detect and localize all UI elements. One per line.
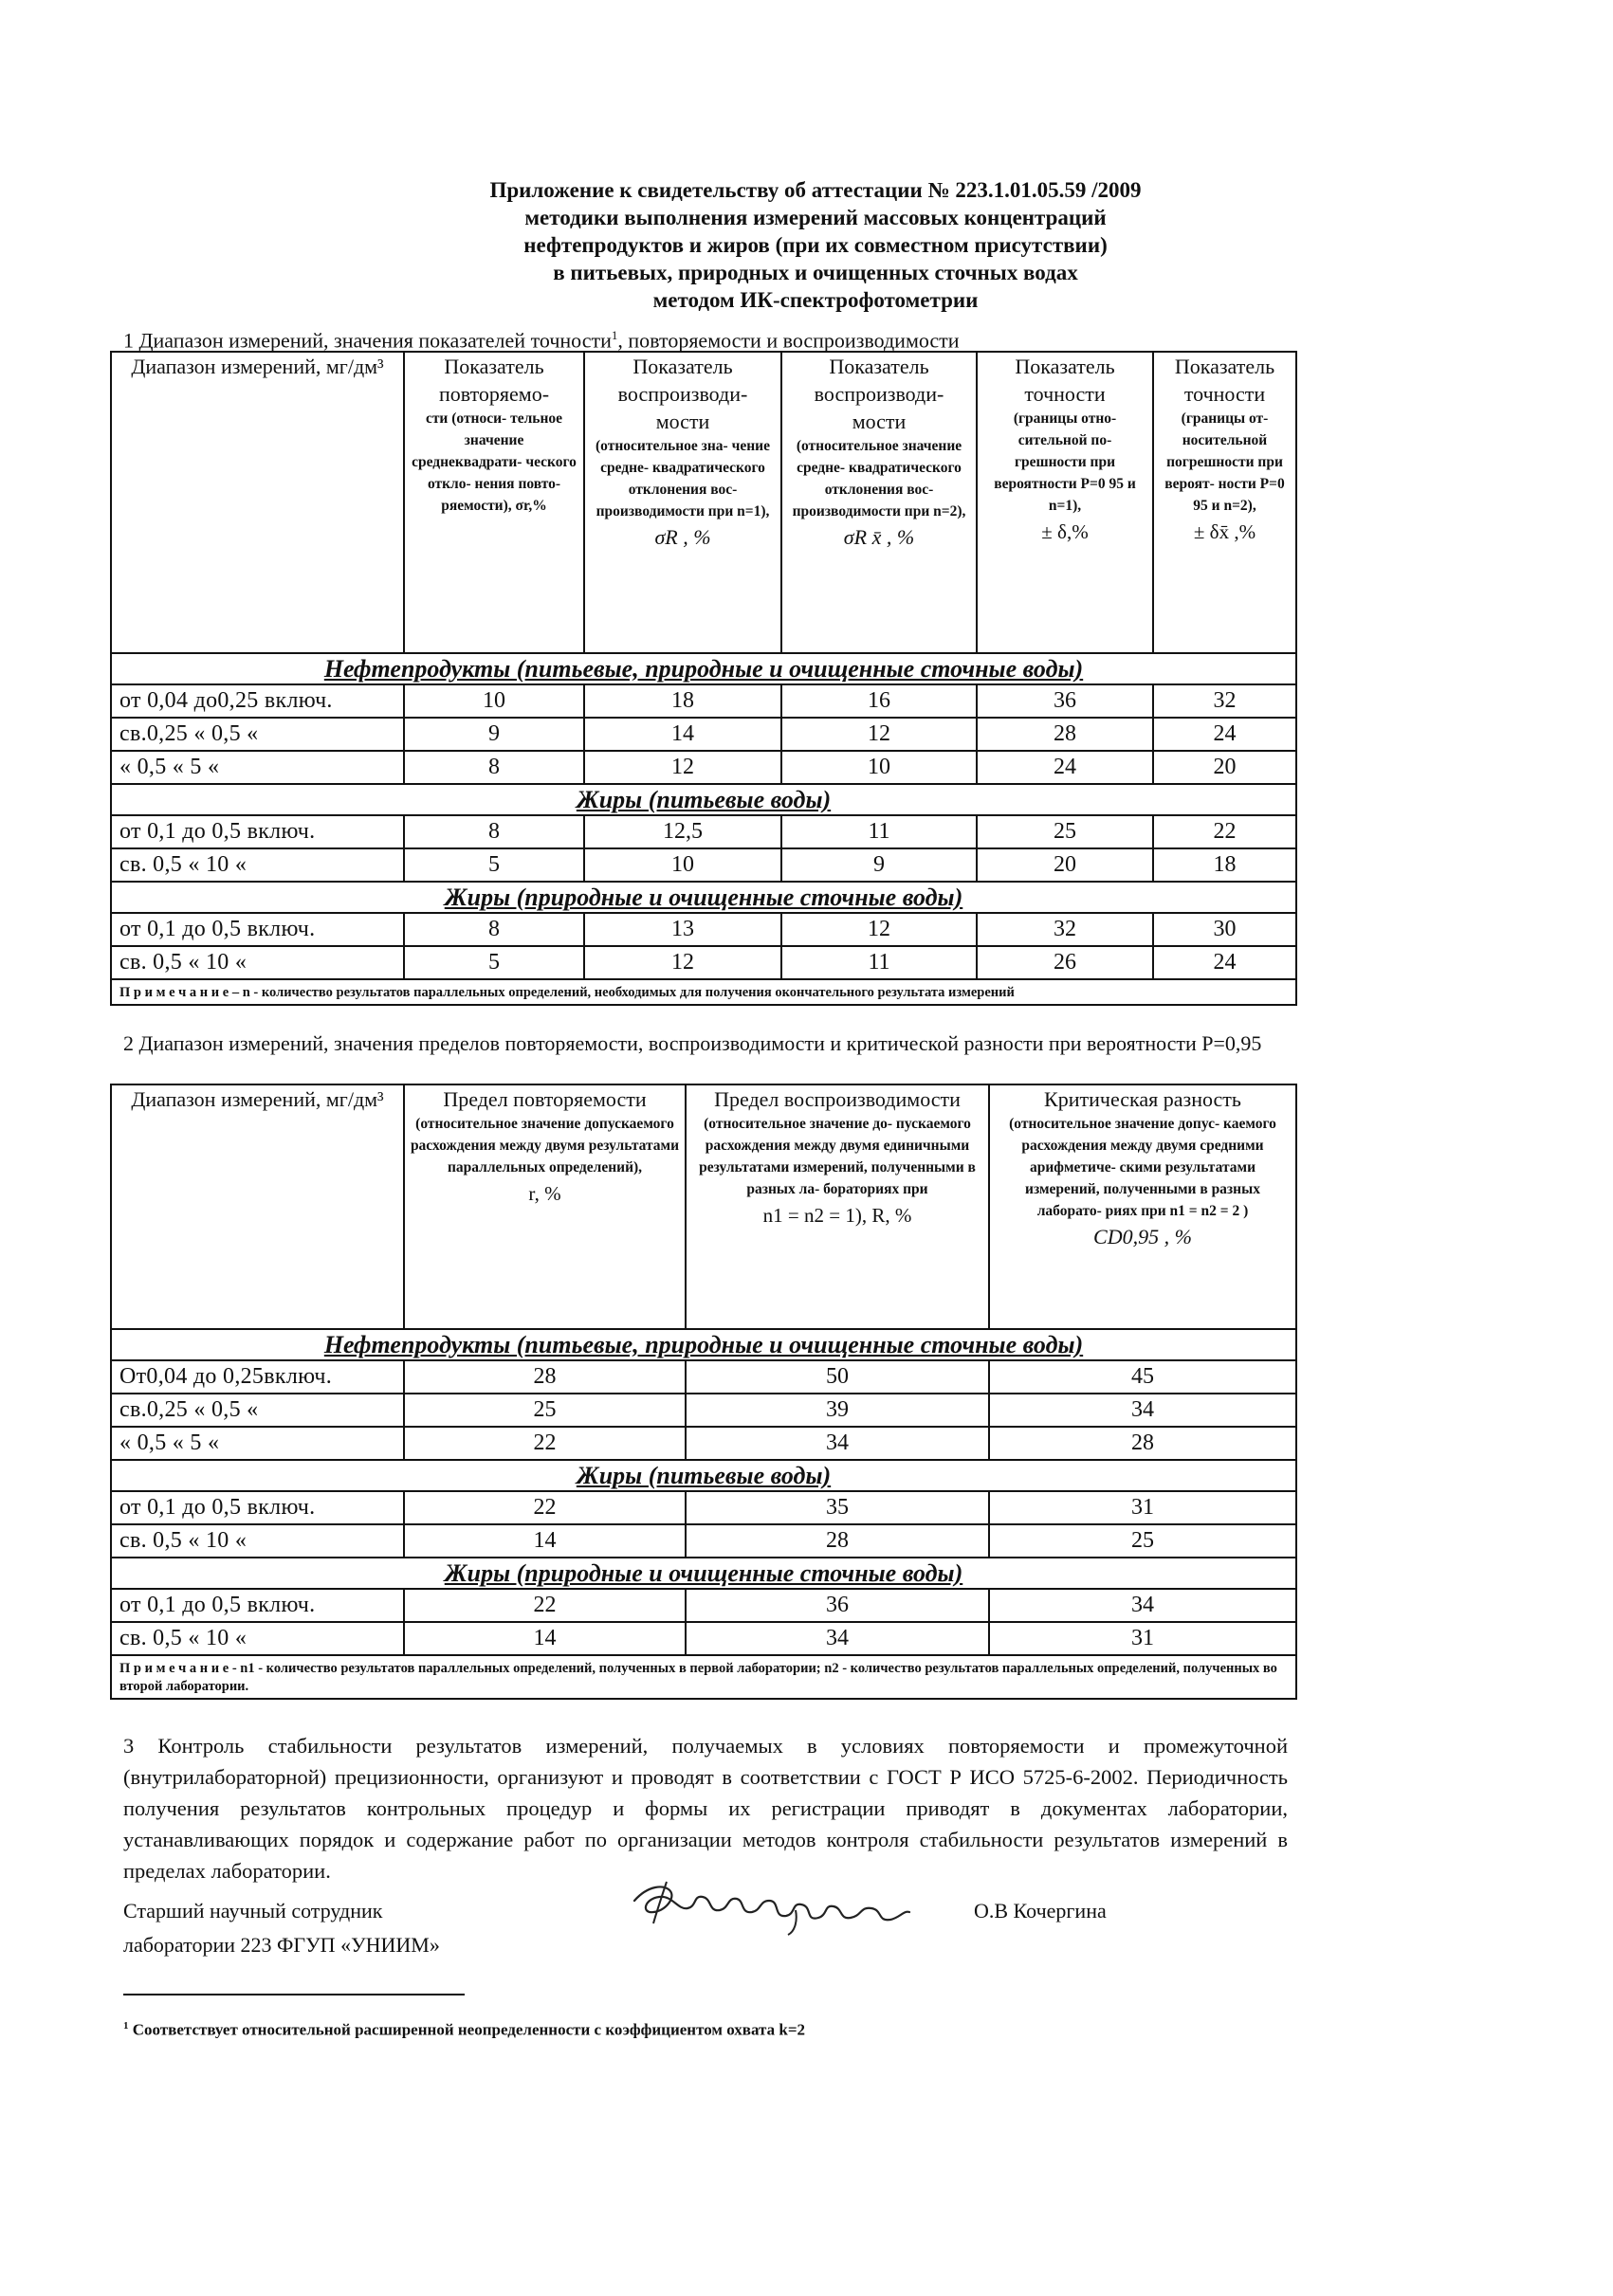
table-group-title-row [111,1329,1296,1360]
value-cell: 25 [404,1394,686,1427]
table2-header-cell: Предел повторяемости (относительное значение допускаемого расхождения между двумя результатами параллельных определений), r, % [404,1084,686,1329]
value-cell: 9 [404,718,584,751]
table-group-title: Жиры (природные и очищенные сточные воды) [111,882,1296,913]
document-header [142,176,1489,314]
table-row [111,1589,1296,1622]
signatory-name: О.В Кочергина [974,1899,1107,1922]
table2-header-cell: Диапазон измерений, мг/дм³ [111,1084,404,1329]
table1-header-cell: Показатель точности (границы от- носительной погрешности при вероят- ности P=0 95 и n=2), ± δx̄ ,% [1153,352,1296,653]
signatory-role-line: лаборатории 223 ФГУП «УНИИМ» [123,1933,440,1957]
value-cell: 10 [781,751,977,784]
range-cell: от 0,1 до 0,5 включ. [111,913,404,946]
range-cell: от 0,1 до 0,5 включ. [111,1491,404,1524]
value-cell: 35 [686,1491,989,1524]
footnote-divider [123,1994,465,1995]
value-cell: 13 [584,913,781,946]
range-cell: св.0,25 « 0,5 « [111,1394,404,1427]
value-cell: 10 [404,684,584,718]
section1-title: 1 Диапазон измерений, значения показателей точности$^1$, повторяемости и воспроизводимости [123,328,960,353]
table1-header-cell: Показатель воспроизводи- мости (относительное зна- чение средне- квадратического отклонения вос- производимости при n=1), σR , % [584,352,781,653]
table-group-title-row [111,653,1296,684]
signatory-role [123,1894,440,1962]
value-cell: 12 [584,751,781,784]
header-line: в питьевых, природных и очищенных сточных водах [553,261,1078,284]
value-cell: 22 [1153,815,1296,848]
value-cell: 8 [404,751,584,784]
value-cell: 24 [1153,718,1296,751]
value-cell: 28 [977,718,1153,751]
range-cell: « 0,5 « 5 « [111,751,404,784]
value-cell: 28 [989,1427,1296,1460]
table1-header-cell: Показатель воспроизводи- мости (относительное значение средне- квадратического отклонения вос- производимости при n=2), σR x̄ , % [781,352,977,653]
value-cell: 5 [404,946,584,979]
range-cell: св.0,25 « 0,5 « [111,718,404,751]
value-cell: 22 [404,1427,686,1460]
range-cell: от 0,1 до 0,5 включ. [111,1589,404,1622]
value-cell: 10 [584,848,781,882]
value-cell: 31 [989,1622,1296,1655]
table-row [111,1622,1296,1655]
value-cell: 14 [404,1524,686,1558]
value-cell: 11 [781,946,977,979]
value-cell: 45 [989,1360,1296,1394]
range-cell: св. 0,5 « 10 « [111,848,404,882]
table-accuracy [110,351,1297,1006]
table-row [111,718,1296,751]
range-cell: От0,04 до 0,25включ. [111,1360,404,1394]
table-group-title-row [111,784,1296,815]
header-line: методики выполнения измерений массовых концентраций [524,206,1107,229]
table-row [111,848,1296,882]
value-cell: 9 [781,848,977,882]
table-group-title: Жиры (природные и очищенные сточные воды) [111,1558,1296,1589]
value-cell: 36 [977,684,1153,718]
value-cell: 32 [1153,684,1296,718]
table-row [111,1491,1296,1524]
range-cell: от 0,1 до 0,5 включ. [111,815,404,848]
table-row [111,684,1296,718]
value-cell: 11 [781,815,977,848]
table-row [111,1360,1296,1394]
table-row [111,946,1296,979]
value-cell: 31 [989,1491,1296,1524]
footnote-mark: 1 [611,328,618,342]
value-cell: 34 [686,1427,989,1460]
value-cell: 22 [404,1491,686,1524]
table2-header-cell: Предел воспроизводимости (относительное значение до- пускаемого расхождения между двумя единичными результатами измерений, полученными в разных ла- бораториях при n1 = n2 = 1), R, % [686,1084,989,1329]
table-group-title-row [111,1558,1296,1589]
value-cell: 34 [989,1589,1296,1622]
value-cell: 30 [1153,913,1296,946]
value-cell: 50 [686,1360,989,1394]
table1-header-cell: Диапазон измерений, мг/дм³ [111,352,404,653]
footnote [123,2014,805,2042]
table-note: П р и м е ч а н и е – n - количество результатов параллельных определений, необходимых для получения окончательного результата измерений [111,979,1296,1005]
header-line: методом ИК-спектрофотометрии [652,288,979,312]
range-cell: св. 0,5 « 10 « [111,946,404,979]
value-cell: 16 [781,684,977,718]
range-cell: св. 0,5 « 10 « [111,1524,404,1558]
table1-header-cell: Показатель точности (границы отно- сительной по- грешности при вероятности P=0 95 и n=1), ± δ,% [977,352,1153,653]
value-cell: 20 [977,848,1153,882]
value-cell: 28 [404,1360,686,1394]
value-cell: 12,5 [584,815,781,848]
header-line: Приложение к свидетельству об аттестации № 223.1.01.05.59 /2009 [489,178,1142,202]
table-group-title: Жиры (питьевые воды) [111,784,1296,815]
table-group-title: Жиры (питьевые воды) [111,1460,1296,1491]
table1-header-cell: Показатель повторяемо- сти (относи- тельное значение среднеквадрати- ческого откло- нения повто- ряемости), σr,% [404,352,584,653]
value-cell: 22 [404,1589,686,1622]
value-cell: 26 [977,946,1153,979]
value-cell: 12 [781,718,977,751]
table-row [111,751,1296,784]
table1-header-row [111,352,1296,653]
value-cell: 18 [1153,848,1296,882]
table-note: П р и м е ч а н и е - n1 - количество результатов параллельных определений, полученных в первой лаборатории; n2 - количество результатов параллельных определений, полученных во второй лаборатории. [111,1655,1296,1699]
value-cell: 12 [584,946,781,979]
footnote-text: Соответствует относительной расширенной неопределенности с коэффициентом охвата k=2 [128,2020,806,2039]
table-note-row [111,1655,1296,1699]
value-cell: 32 [977,913,1153,946]
value-cell: 24 [1153,946,1296,979]
table-note-row [111,979,1296,1005]
value-cell: 34 [989,1394,1296,1427]
value-cell: 5 [404,848,584,882]
value-cell: 39 [686,1394,989,1427]
value-cell: 12 [781,913,977,946]
table-group-title-row [111,1460,1296,1491]
value-cell: 8 [404,815,584,848]
signature-graphic [629,1872,913,1939]
value-cell: 8 [404,913,584,946]
table-row [111,1524,1296,1558]
table-group-title-row [111,882,1296,913]
section2-title: 2 Диапазон измерений, значения пределов повторяемости, воспроизводимости и критической разности при вероятности P=0,95 [123,1031,1262,1055]
value-cell: 25 [977,815,1153,848]
table2-header-row [111,1084,1296,1329]
range-cell: « 0,5 « 5 « [111,1427,404,1460]
footnote-mark: 1 [123,2020,129,2032]
table-row [111,1427,1296,1460]
value-cell: 25 [989,1524,1296,1558]
range-cell: св. 0,5 « 10 « [111,1622,404,1655]
table-group-title: Нефтепродукты (питьевые, природные и очищенные сточные воды) [111,1329,1296,1360]
value-cell: 18 [584,684,781,718]
range-cell: от 0,04 до0,25 включ. [111,684,404,718]
table2-header-cell: Критическая разность (относительное значение допус- каемого расхождения между двумя средними арифметиче- скими результатами измерений, полученными в разных лаборато- риях при n1 = n2 = 2 ) CD0,95 , % [989,1084,1296,1329]
header-line: нефтепродуктов и жиров (при их совместном присутствии) [523,233,1108,257]
table-row [111,913,1296,946]
value-cell: 14 [584,718,781,751]
table-row [111,1394,1296,1427]
value-cell: 14 [404,1622,686,1655]
table-limits [110,1084,1297,1700]
signatory-role-line: Старший научный сотрудник [123,1899,383,1922]
handwritten-signature [629,1872,913,1943]
section3-paragraph: 3 Контроль стабильности результатов измерений, получаемых в условиях повторяемости и промежуточной (внутрилабораторной) прецизионности, организуют и проводят в соответствии с ГОСТ Р ИСО 5725-6-2002. Периодичность получения результатов контрольных процедур и формы их регистрации приводят в документах лаборатории, устанавливающих порядок и содержание работ по организации методов контроля стабильности результатов измерений в пределах лаборатории. [123,1734,1288,1883]
value-cell: 28 [686,1524,989,1558]
table-row [111,815,1296,848]
value-cell: 34 [686,1622,989,1655]
value-cell: 20 [1153,751,1296,784]
value-cell: 24 [977,751,1153,784]
value-cell: 36 [686,1589,989,1622]
table-group-title: Нефтепродукты (питьевые, природные и очищенные сточные воды) [111,653,1296,684]
